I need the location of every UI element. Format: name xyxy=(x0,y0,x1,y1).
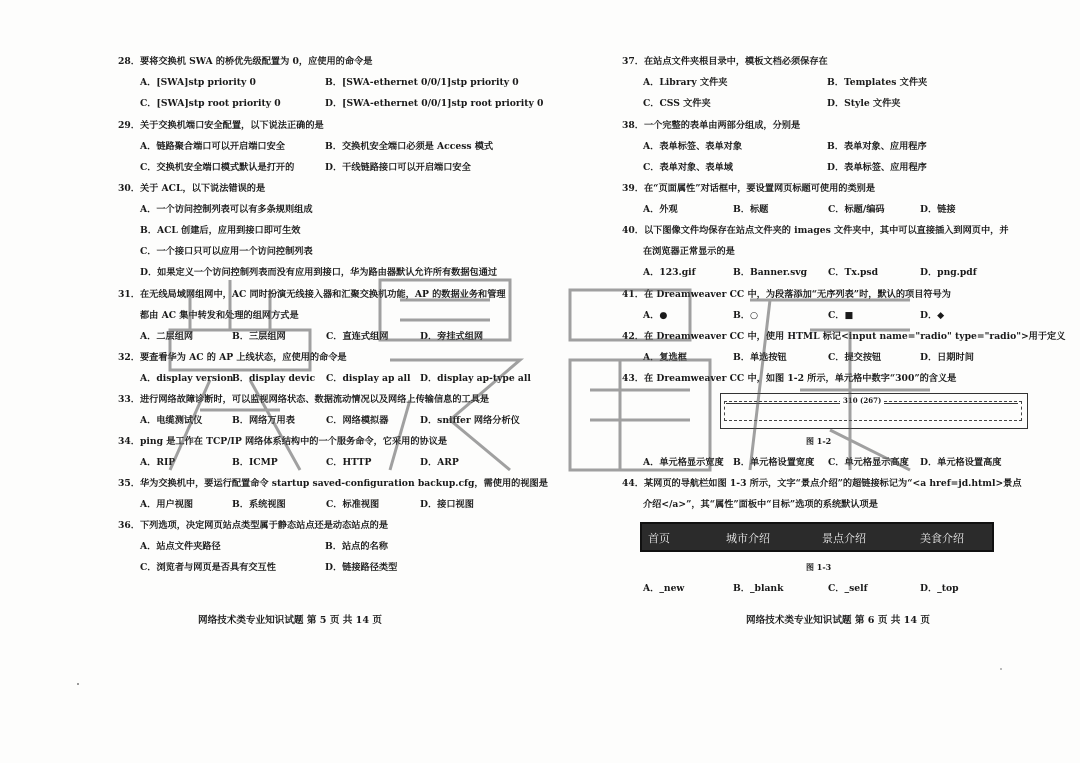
question-stem: 29．关于交换机端口安全配置，以下说法正确的是 xyxy=(118,120,324,131)
answer-option: A．Library 文件夹 xyxy=(643,77,728,88)
answer-option: A．单元格显示宽度 xyxy=(643,457,724,468)
figure-1-2-table xyxy=(720,393,1028,435)
question-stem: 40．以下图像文件均保存在站点文件夹的 images 文件夹中，其中可以直接插入到网页中，并 xyxy=(622,225,1009,236)
scan-speck xyxy=(1000,668,1002,670)
answer-option: A．123.gif xyxy=(643,267,696,278)
answer-option: D．◆ xyxy=(920,310,945,321)
answer-option: B．网络万用表 xyxy=(232,415,295,426)
right-page-footer: 网络技术类专业知识试题 第 6 页 共 14 页 xyxy=(746,615,930,626)
question-stem: 44．某网页的导航栏如图 1-3 所示，文字“景点介绍”的超链接标记为“<a href=jd.html>景点 xyxy=(622,478,1022,489)
answer-option: D．ARP xyxy=(420,457,459,468)
answer-option: B．Templates 文件夹 xyxy=(827,77,928,88)
answer-option: B．Banner.svg xyxy=(733,267,808,278)
answer-option: C．网络模拟器 xyxy=(326,415,389,426)
answer-option: B．系统视图 xyxy=(232,499,286,510)
question-stem: 32．要查看华为 AC 的 AP 上线状态，应使用的命令是 xyxy=(118,352,347,363)
answer-option: A．站点文件夹路径 xyxy=(140,541,221,552)
answer-option: D．sniffer 网络分析仪 xyxy=(420,415,520,426)
answer-option: C．_self xyxy=(828,583,868,594)
nav-item-food[interactable]: 美食介绍 xyxy=(920,532,964,545)
answer-option: C．CSS 文件夹 xyxy=(643,98,711,109)
answer-option: A．_new xyxy=(643,583,685,594)
answer-option: D．png.pdf xyxy=(920,267,977,278)
answer-option: D．Style 文件夹 xyxy=(827,98,901,109)
answer-option: A．一个访问控制列表可以有多条规则组成 xyxy=(140,204,313,215)
question-stem: 41．在 Dreamweaver CC 中，为段落添加“无序列表”时，默认的项目符号为 xyxy=(622,289,951,300)
answer-option: C．Tx.psd xyxy=(828,267,879,278)
question-stem: 43．在 Dreamweaver CC 中，如图 1-2 所示，单元格中数字“300”的含义是 xyxy=(622,373,957,384)
answer-option: D．接口视图 xyxy=(420,499,474,510)
answer-option: B．三层组网 xyxy=(232,331,286,342)
answer-option: B．_blank xyxy=(733,583,784,594)
question-stem: 36．下列选项，决定网页站点类型属于静态站点还是动态站点的是 xyxy=(118,520,389,531)
answer-option: C．■ xyxy=(828,310,854,321)
answer-option: C．标准视图 xyxy=(326,499,380,510)
answer-option: C．表单对象、表单域 xyxy=(643,162,733,173)
nav-item-city[interactable]: 城市介绍 xyxy=(726,532,770,545)
answer-option: A．[SWA]stp priority 0 xyxy=(140,77,256,88)
answer-option: C．标题/编码 xyxy=(828,204,885,215)
answer-option: 都由 AC 集中转发和处理的组网方式是 xyxy=(140,310,299,321)
figure-1-2-caption: 图 1-2 xyxy=(806,436,832,446)
question-stem: 33．进行网络故障诊断时，可以监视网络状态、数据流动情况以及网络上传输信息的工具是 xyxy=(118,394,490,405)
left-page-footer: 网络技术类专业知识试题 第 5 页 共 14 页 xyxy=(198,615,382,626)
answer-option: A．用户视图 xyxy=(140,499,194,510)
answer-option: C．一个接口只可以应用一个访问控制列表 xyxy=(140,246,313,257)
answer-option: D．display ap-type all xyxy=(420,373,531,384)
answer-option: D．_top xyxy=(920,583,959,594)
width-label: 310 (267) xyxy=(840,396,884,405)
scan-speck xyxy=(77,683,79,685)
answer-option: A．外观 xyxy=(643,204,678,215)
answer-option: C．display ap all xyxy=(326,373,411,384)
answer-option: A．复选框 xyxy=(643,352,687,363)
question-stem: 31．在无线局域网组网中，AC 同时扮演无线接入器和汇聚交换机功能，AP 的数据业务和管理 xyxy=(118,289,506,300)
answer-option: B．display devic xyxy=(232,373,316,384)
answer-option: B．标题 xyxy=(733,204,769,215)
nav-item-scenic[interactable]: 景点介绍 xyxy=(822,532,866,545)
answer-option: C．直连式组网 xyxy=(326,331,389,342)
answer-option: B．ICMP xyxy=(232,457,278,468)
question-stem: 37．在站点文件夹根目录中，模板文档必须保存在 xyxy=(622,56,828,67)
answer-option: 在浏览器正常显示的是 xyxy=(643,246,735,257)
answer-option: C．单元格显示高度 xyxy=(828,457,909,468)
answer-option: C．浏览者与网页是否具有交互性 xyxy=(140,562,276,573)
answer-option: D．单元格设置高度 xyxy=(920,457,1002,468)
answer-option: A．● xyxy=(643,310,668,321)
answer-option: D．干线链路接口可以开启端口安全 xyxy=(325,162,471,173)
answer-option: B．ACL 创建后，应用到接口即可生效 xyxy=(140,225,301,236)
answer-option: B．单元格设置宽度 xyxy=(733,457,815,468)
nav-item-home[interactable]: 首页 xyxy=(648,532,670,545)
answer-option: D．日期时间 xyxy=(920,352,974,363)
answer-option: C．[SWA]stp root priority 0 xyxy=(140,98,281,109)
answer-option: C．提交按钮 xyxy=(828,352,882,363)
figure-1-3-caption: 图 1-3 xyxy=(806,562,832,572)
answer-option: C．HTTP xyxy=(326,457,372,468)
answer-option: D．链接路径类型 xyxy=(325,562,398,573)
answer-option: B．站点的名称 xyxy=(325,541,388,552)
answer-option: B．交换机安全端口必须是 Access 模式 xyxy=(325,141,494,152)
answer-option: A．表单标签、表单对象 xyxy=(643,141,743,152)
answer-option: A．电缆测试仪 xyxy=(140,415,203,426)
answer-option: B．○ xyxy=(733,310,758,321)
question-stem: 30．关于 ACL，以下说法错误的是 xyxy=(118,183,266,194)
figure-1-3-navbar xyxy=(640,522,994,552)
question-stem: 34．ping 是工作在 TCP/IP 网络体系结构中的一个服务命令，它采用的协议是 xyxy=(118,436,448,447)
answer-option: A．二层组网 xyxy=(140,331,194,342)
answer-option: A．RIP xyxy=(140,457,176,468)
answer-option: B．表单对象、应用程序 xyxy=(827,141,927,152)
answer-option: B．单选按钮 xyxy=(733,352,787,363)
answer-option: A．display version xyxy=(140,373,234,384)
question-stem: 28．要将交换机 SWA 的桥优先级配置为 0，应使用的命令是 xyxy=(118,56,373,67)
answer-option: D．[SWA-ethernet 0/0/1]stp root priority 0 xyxy=(325,98,544,109)
answer-option: D．表单标签、应用程序 xyxy=(827,162,927,173)
answer-option: 介绍</a>”，其“属性”面板中“目标”选项的系统默认项是 xyxy=(643,499,878,510)
question-stem: 38．一个完整的表单由两部分组成，分别是 xyxy=(622,120,801,131)
answer-option: D．如果定义一个访问控制列表而没有应用到接口，华为路由器默认允许所有数据包通过 xyxy=(140,267,498,278)
answer-option: C．交换机安全端口模式默认是打开的 xyxy=(140,162,295,173)
answer-option: B．[SWA-ethernet 0/0/1]stp priority 0 xyxy=(325,77,519,88)
answer-option: A．链路聚合端口可以开启端口安全 xyxy=(140,141,285,152)
answer-option: D．旁挂式组网 xyxy=(420,331,484,342)
question-stem: 42．在 Dreamweaver CC 中，使用 HTML 标记<input name="radio" type="radio">用于定义 xyxy=(622,331,1066,342)
question-stem: 35．华为交换机中，要运行配置命令 startup saved-configuration backup.cfg，需使用的视图是 xyxy=(118,478,548,489)
question-stem: 39．在“页面属性”对话框中，要设置网页标题可使用的类别是 xyxy=(622,183,876,194)
answer-option: D．链接 xyxy=(920,204,956,215)
